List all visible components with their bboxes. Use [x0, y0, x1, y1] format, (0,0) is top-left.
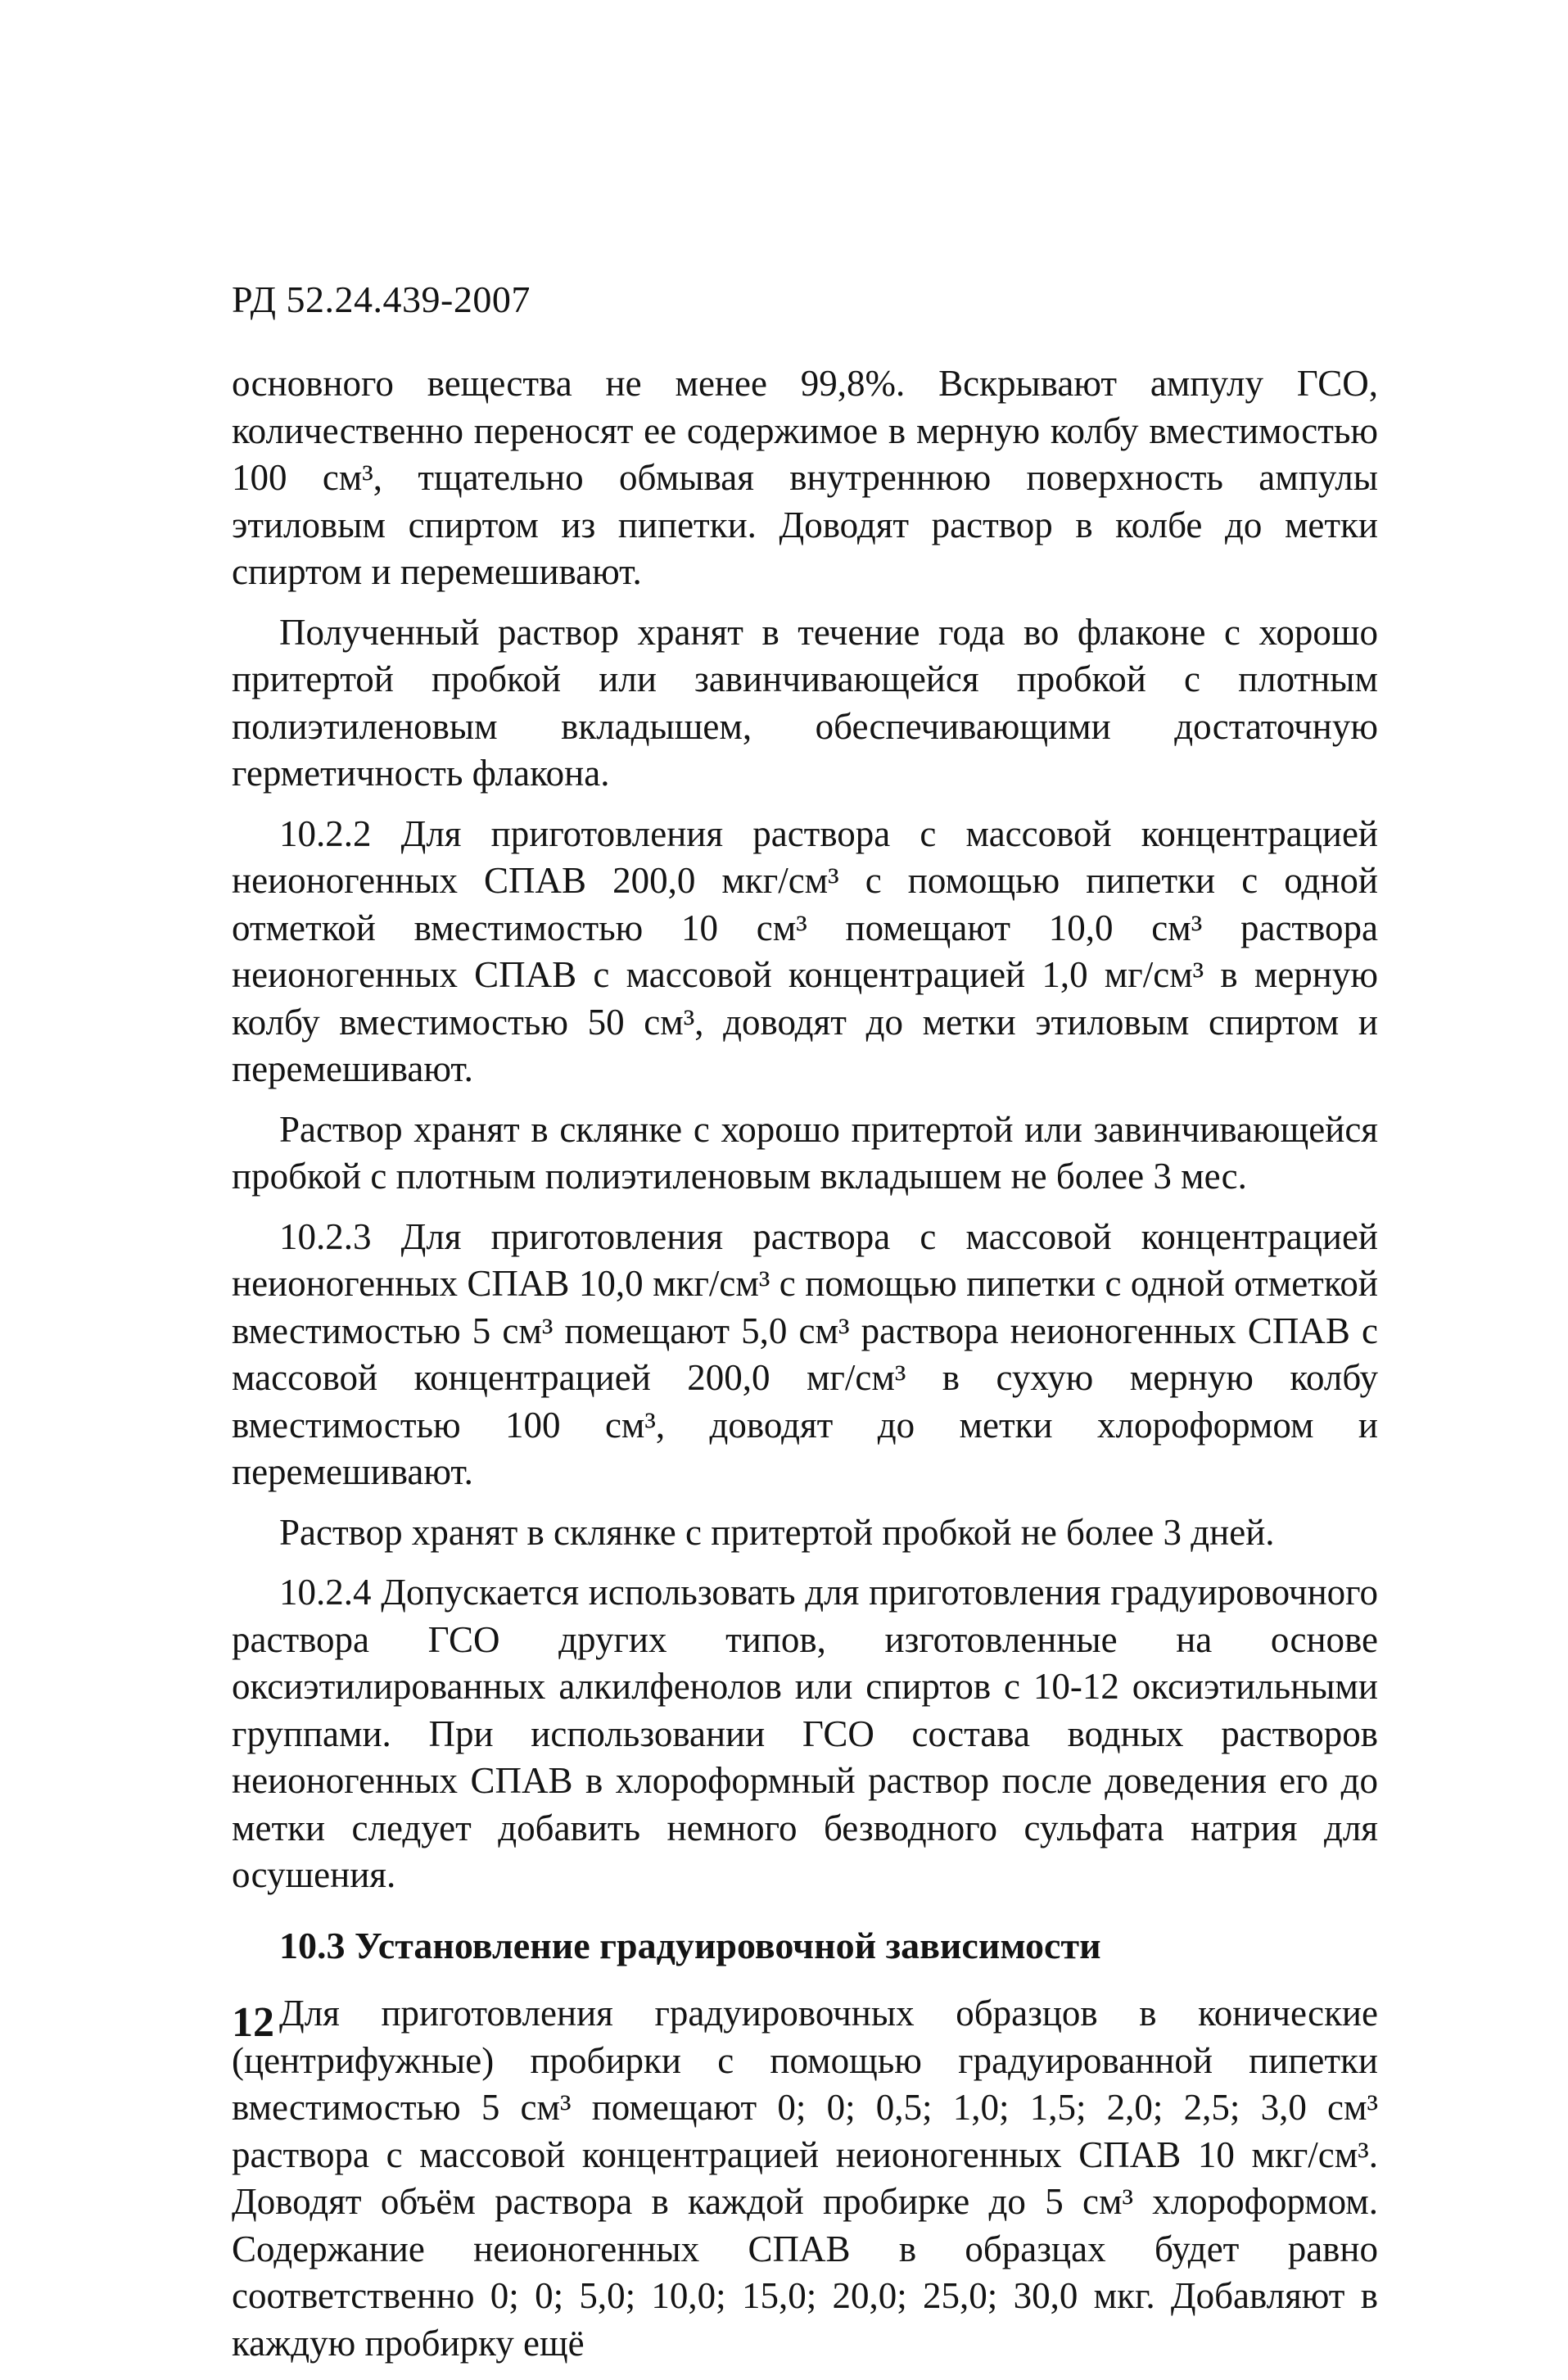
document-body	[232, 360, 1378, 2380]
page-number: 12	[232, 1999, 274, 2046]
document-header: РД 52.24.439-2007	[232, 278, 531, 320]
paragraph: Раствор хранят в склянке с хорошо притертой или завинчивающейся пробкой с плотным полиэтиленовым вкладышем не более 3 мес.	[232, 1108, 1378, 1197]
paragraph: 10.2.2 Для приготовления раствора с массовой концентрацией неионогенных СПАВ 200,0 мкг/см³ с помощью пипетки с одной отметкой вместимостью 10 см³ помещают 10,0 см³ раствора неионогенных СПАВ с массовой концентрацией 1,0 мг/см³ в мерную колбу вместимостью 50 см³, доводят до метки этиловым спиртом и перемешивают.	[232, 812, 1378, 1089]
paragraph: Для приготовления градуировочных образцов в конические (центрифужные) пробирки с помощью градуированной пипетки вместимостью 5 см³ помещают 0; 0; 0,5; 1,0; 1,5; 2,0; 2,5; 3,0 см³ раствора с массовой концентрацией неионогенных СПАВ 10 мкг/см³. Доводят объём раствора в каждой пробирке до 5 см³ хлороформом. Содержание неионогенных СПАВ в образцах будет равно соответственно 0; 0; 5,0; 10,0; 15,0; 20,0; 25,0; 30,0 мкг. Добавляют в каждую пробирку ещё	[232, 1993, 1378, 2364]
paragraph: основного вещества не менее 99,8%. Вскрывают ампулу ГСО, количественно переносят ее содержимое в мерную колбу вместимостью 100 см³, тщательно обмывая внутреннюю поверхность ампулы этиловым спиртом из пипетки. Доводят раствор в колбе до метки спиртом и перемешивают.	[232, 363, 1378, 592]
paragraph: Полученный раствор хранят в течение года во флаконе с хорошо притертой пробкой или завинчивающейся пробкой с плотным полиэтиленовым вкладышем, обеспечивающими достаточную герметичность флакона.	[232, 611, 1378, 794]
paragraph: 10.2.3 Для приготовления раствора с массовой концентрацией неионогенных СПАВ 10,0 мкг/см³ с помощью пипетки с одной отметкой вместимостью 5 см³ помещают 5,0 см³ раствора неионогенных СПАВ с массовой концентрацией 200,0 мг/см³ в сухую мерную колбу вместимостью 100 см³, доводят до метки хлороформом и перемешивают.	[232, 1215, 1378, 1492]
paragraph: 10.2.4 Допускается использовать для приготовления градуировочного раствора ГСО других типов, изготовленные на основе оксиэтилированных алкилфенолов или спиртов с 10-12 оксиэтильными группами. При использовании ГСО состава водных растворов неионогенных СПАВ в хлороформный раствор после доведения его до метки следует добавить немного безводного сульфата натрия для осушения.	[232, 1572, 1378, 1895]
paragraph: Раствор хранят в склянке с притертой пробкой не более 3 дней.	[279, 1511, 1275, 1553]
section-heading: 10.3 Установление градуировочной зависимости	[279, 1924, 1101, 1966]
